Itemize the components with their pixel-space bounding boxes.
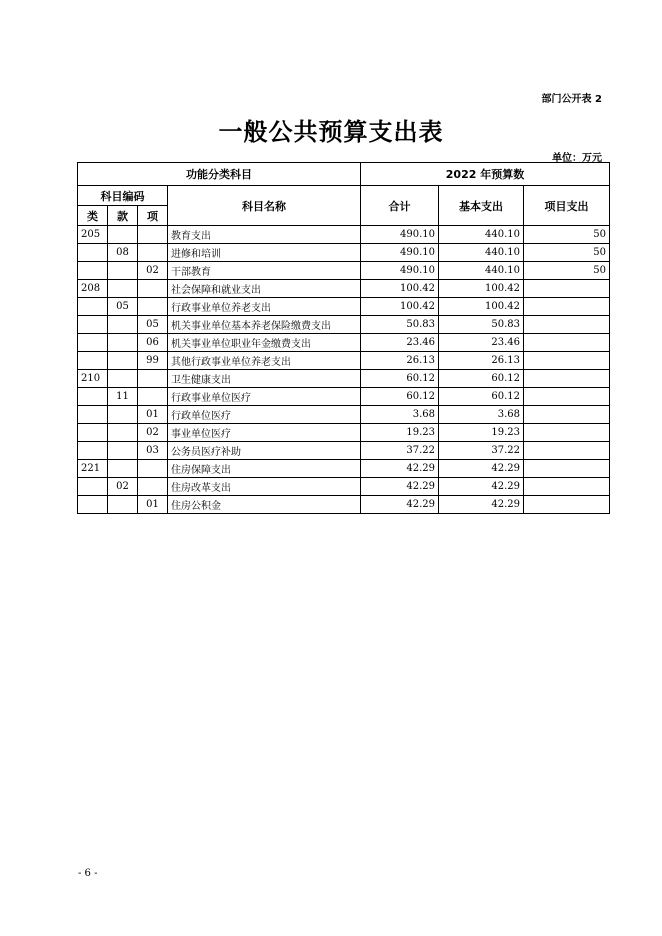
kuan-cell	[108, 460, 138, 478]
project-cell	[524, 496, 610, 514]
table-row	[78, 280, 610, 298]
xiang-header: 项	[138, 206, 168, 226]
basic-header: 基本支出	[439, 186, 524, 226]
code-header: 科目编码	[78, 186, 168, 206]
kuan-cell	[108, 352, 138, 370]
name-cell: 机关事业单位职业年金缴费支出	[168, 334, 361, 352]
basic-cell: 100.42	[439, 298, 524, 316]
xiang-cell	[138, 298, 168, 316]
lei-cell: 208	[78, 280, 108, 298]
xiang-cell: 02	[138, 262, 168, 280]
page-title: 一般公共预算支出表	[218, 118, 444, 146]
name-cell: 行政事业单位医疗	[168, 388, 361, 406]
table-row	[78, 352, 610, 370]
basic-cell: 60.12	[439, 370, 524, 388]
total-cell: 490.10	[361, 262, 439, 280]
xiang-cell	[138, 478, 168, 496]
total-cell: 42.29	[361, 478, 439, 496]
table-row	[78, 226, 610, 244]
project-cell	[524, 460, 610, 478]
project-cell	[524, 370, 610, 388]
xiang-cell: 01	[138, 496, 168, 514]
kuan-cell: 02	[108, 478, 138, 496]
lei-cell	[78, 388, 108, 406]
lei-header: 类	[78, 206, 108, 226]
total-cell: 60.12	[361, 370, 439, 388]
table-row	[78, 262, 610, 280]
unit-label: 单位：万元	[552, 153, 602, 164]
project-cell: 50	[524, 226, 610, 244]
kuan-cell	[108, 226, 138, 244]
table-row	[78, 406, 610, 424]
total-cell: 60.12	[361, 388, 439, 406]
basic-cell: 440.10	[439, 226, 524, 244]
project-cell	[524, 442, 610, 460]
kuan-cell	[108, 406, 138, 424]
kuan-cell	[108, 262, 138, 280]
lei-cell	[78, 244, 108, 262]
lei-cell	[78, 496, 108, 514]
name-cell: 公务员医疗补助	[168, 442, 361, 460]
basic-cell: 37.22	[439, 442, 524, 460]
name-cell: 其他行政事业单位养老支出	[168, 352, 361, 370]
xiang-cell	[138, 388, 168, 406]
name-cell: 机关事业单位基本养老保险缴费支出	[168, 316, 361, 334]
project-cell	[524, 316, 610, 334]
name-cell: 教育支出	[168, 226, 361, 244]
project-header: 项目支出	[524, 186, 610, 226]
basic-cell: 19.23	[439, 424, 524, 442]
lei-cell	[78, 478, 108, 496]
total-cell: 23.46	[361, 334, 439, 352]
basic-cell: 42.29	[439, 460, 524, 478]
total-cell: 42.29	[361, 496, 439, 514]
function-category-header: 功能分类科目	[78, 163, 361, 186]
lei-cell	[78, 424, 108, 442]
xiang-cell: 02	[138, 424, 168, 442]
project-cell	[524, 298, 610, 316]
project-cell: 50	[524, 244, 610, 262]
table-row	[78, 388, 610, 406]
basic-cell: 60.12	[439, 388, 524, 406]
name-cell: 干部教育	[168, 262, 361, 280]
kuan-cell	[108, 334, 138, 352]
project-cell	[524, 424, 610, 442]
table-row	[78, 478, 610, 496]
name-cell: 住房公积金	[168, 496, 361, 514]
budget-year-header: 2022 年预算数	[361, 163, 610, 186]
lei-cell: 205	[78, 226, 108, 244]
xiang-cell: 06	[138, 334, 168, 352]
basic-cell: 26.13	[439, 352, 524, 370]
basic-cell: 42.29	[439, 478, 524, 496]
header-row-2	[78, 186, 610, 206]
project-cell	[524, 388, 610, 406]
lei-cell	[78, 352, 108, 370]
kuan-header: 款	[108, 206, 138, 226]
xiang-cell: 03	[138, 442, 168, 460]
xiang-cell	[138, 226, 168, 244]
xiang-cell	[138, 280, 168, 298]
basic-cell: 440.10	[439, 244, 524, 262]
name-cell: 住房保障支出	[168, 460, 361, 478]
table-row	[78, 298, 610, 316]
kuan-cell	[108, 496, 138, 514]
lei-cell	[78, 262, 108, 280]
xiang-cell: 05	[138, 316, 168, 334]
project-cell	[524, 352, 610, 370]
kuan-cell	[108, 424, 138, 442]
kuan-cell	[108, 316, 138, 334]
total-header: 合计	[361, 186, 439, 226]
total-cell: 50.83	[361, 316, 439, 334]
table-row	[78, 424, 610, 442]
lei-cell: 210	[78, 370, 108, 388]
name-cell: 行政单位医疗	[168, 406, 361, 424]
kuan-cell	[108, 442, 138, 460]
table-row	[78, 460, 610, 478]
lei-cell	[78, 442, 108, 460]
lei-cell	[78, 298, 108, 316]
xiang-cell	[138, 244, 168, 262]
table-row	[78, 334, 610, 352]
kuan-cell	[108, 370, 138, 388]
project-cell	[524, 280, 610, 298]
xiang-cell	[138, 460, 168, 478]
table-row	[78, 370, 610, 388]
lei-cell: 221	[78, 460, 108, 478]
table-row	[78, 244, 610, 262]
project-cell	[524, 406, 610, 424]
basic-cell: 42.29	[439, 496, 524, 514]
kuan-cell: 11	[108, 388, 138, 406]
basic-cell: 100.42	[439, 280, 524, 298]
table-row	[78, 496, 610, 514]
name-header: 科目名称	[168, 186, 361, 226]
xiang-cell: 99	[138, 352, 168, 370]
kuan-cell: 08	[108, 244, 138, 262]
header-row-1	[78, 163, 610, 186]
table-row	[78, 316, 610, 334]
name-cell: 住房改革支出	[168, 478, 361, 496]
kuan-cell: 05	[108, 298, 138, 316]
name-cell: 事业单位医疗	[168, 424, 361, 442]
document-label: 部门公开表 2	[541, 94, 602, 105]
table-row	[78, 442, 610, 460]
total-cell: 19.23	[361, 424, 439, 442]
lei-cell	[78, 406, 108, 424]
total-cell: 100.42	[361, 298, 439, 316]
basic-cell: 23.46	[439, 334, 524, 352]
total-cell: 42.29	[361, 460, 439, 478]
lei-cell	[78, 316, 108, 334]
xiang-cell	[138, 370, 168, 388]
total-cell: 3.68	[361, 406, 439, 424]
total-cell: 490.10	[361, 226, 439, 244]
total-cell: 26.13	[361, 352, 439, 370]
project-cell	[524, 334, 610, 352]
budget-table	[77, 162, 610, 514]
total-cell: 490.10	[361, 244, 439, 262]
name-cell: 社会保障和就业支出	[168, 280, 361, 298]
project-cell: 50	[524, 262, 610, 280]
xiang-cell: 01	[138, 406, 168, 424]
lei-cell	[78, 334, 108, 352]
project-cell	[524, 478, 610, 496]
name-cell: 行政事业单位养老支出	[168, 298, 361, 316]
basic-cell: 3.68	[439, 406, 524, 424]
basic-cell: 440.10	[439, 262, 524, 280]
name-cell: 卫生健康支出	[168, 370, 361, 388]
kuan-cell	[108, 280, 138, 298]
table-body	[78, 226, 610, 514]
name-cell: 进修和培训	[168, 244, 361, 262]
basic-cell: 50.83	[439, 316, 524, 334]
page-number: - 6 -	[78, 868, 98, 879]
total-cell: 100.42	[361, 280, 439, 298]
total-cell: 37.22	[361, 442, 439, 460]
